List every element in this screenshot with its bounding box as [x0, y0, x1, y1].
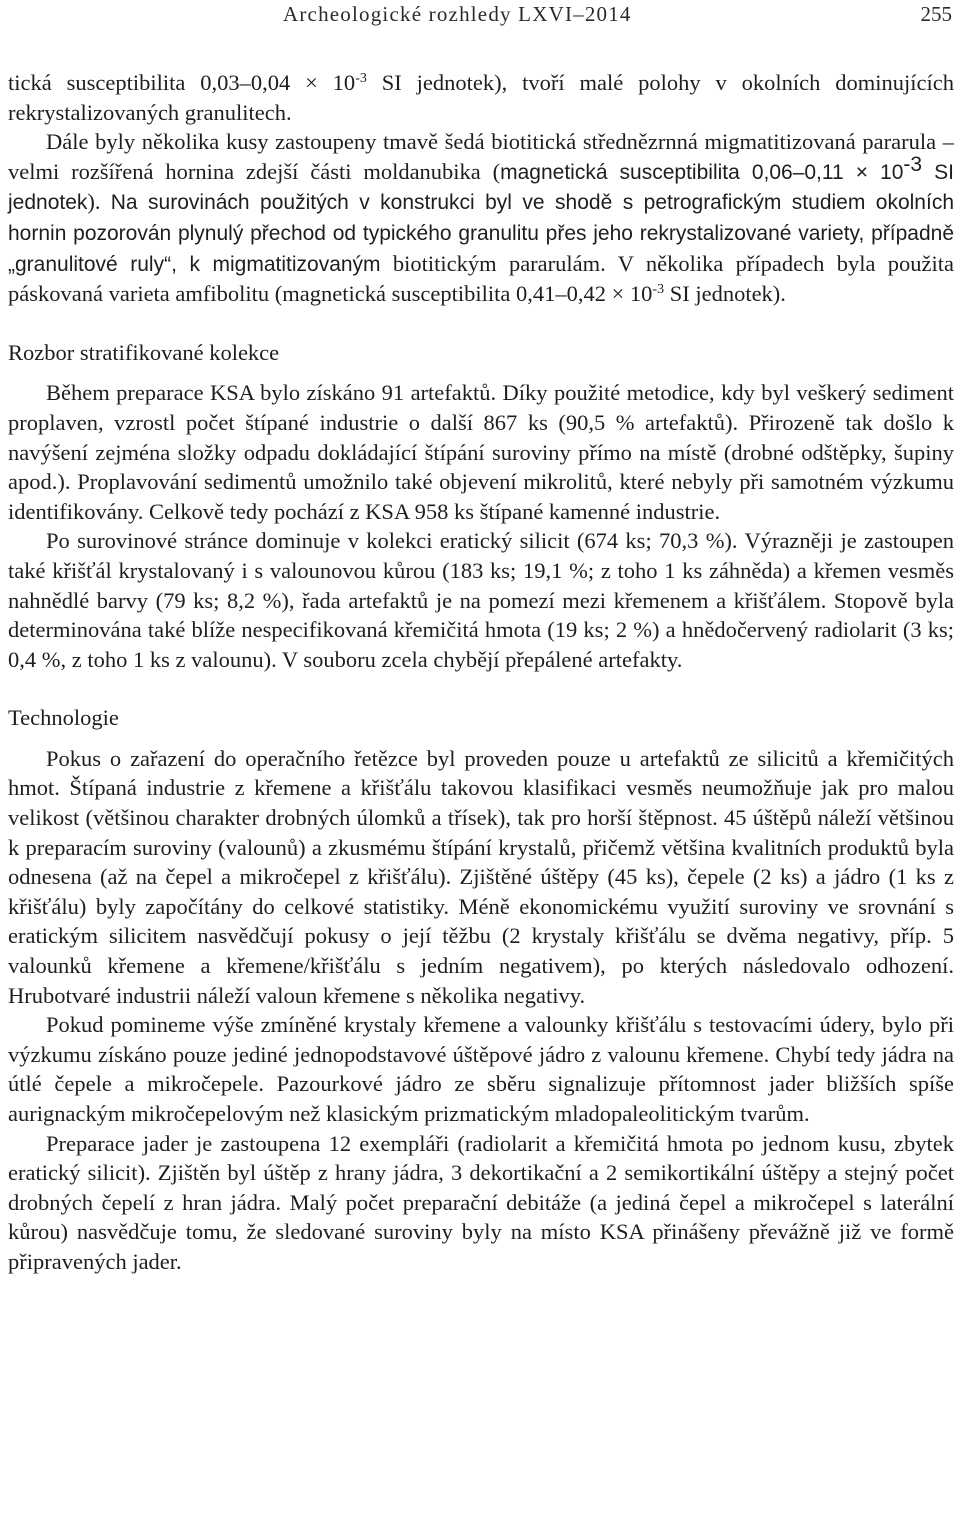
paragraph: Preparace jader je zastoupena 12 exempláři (radiolarit a křemičitá hmota po jednom kusu, zbytek eratický silicit). Zjištěn byl úštěp z hrany jádra, 3 dekortikační a 2 semikortikální úštěpy a stejný počet drobných čepelí z hran jádra. Malý počet preparační debitáže (a jediná čepel a mikročepel s laterální kůrou) nasvědčuje tomu, že sledované suroviny byly na místo KSA přinášeny převážně již ve formě připravených jader. — [8, 1130, 954, 1274]
text-run-sans: Na surovinách použitých v konstrukci byl ve shodě s petrografickým studiem okolních hornin pozorován plynulý přechod od typického granulitu přes jeho rekrystalizované variety, případně „granulitové ruly“, k migmatitizovaným — [8, 191, 954, 276]
exponent: -3 — [355, 71, 367, 86]
section-heading: Rozbor stratifikované kolekce — [8, 339, 280, 365]
text-run-sans: magnetická susceptibilita 0,06–0,11 × 10 — [500, 160, 904, 184]
text-run: biotitickým pararulám. V několika případech byla použita páskovaná varieta amfibolitu (magnetická susceptibilita 0,41–0,42 × 10 — [8, 250, 954, 307]
paragraph: Pokud pomineme výše zmíněné krystaly křemene a valounky křišťálu s testovacími údery, bylo při výzkumu získáno pouze jediné jednopodstavové úštěpové jádro z valounu křemene. Chybí tedy jádra na útlé čepele a mikročepele. Pazourkové jádro ze sběru signalizuje přítomnost jader bližších spíše aurignackým mikročepelovým než klasickým prizmatickým mladopaleolitickým tvarům. — [8, 1012, 954, 1126]
section-heading: Technologie — [8, 705, 119, 731]
text-run: ). — [87, 189, 111, 215]
page-number: 255 — [920, 2, 952, 26]
journal-title: Archeologické rozhledy LXVI–2014 — [283, 2, 632, 26]
paragraph: Pokus o zařazení do operačního řetězce byl proveden pouze u artefaktů ze silicitů a křemičitých hmot. Štípaná industrie z křemene a křišťálu takovou klasifikaci vesměs neumožňuje jak pro malou velikost (většinou charakter drobných úlomků a třísek), tak pro horší štěpnost. 45 úštěpů náleží většinou k preparacím suroviny (valounů) a zkusmému štípání krystalů, přičemž většina kvalitních produktů byla odnesena (až na čepel a mikročepel z křišťálu). Zjištěné úštěpy (45 ks), čepele (2 ks) a jádro (1 ks z křišťálu) byly započítány do celkové statistiky. Méně ekonomickému využití suroviny ve srovnání s eratickým silicitem nasvědčují pokusy o její těžbu (2 krystaly křišťálu se dvěma negativy, příp. 5 valounků křemene a křemene/křišťálu s jedním negativem), po kterých následovalo odhození. Hrubotvaré industrii náleží valoun křemene s několika negativy. — [8, 745, 954, 1008]
text-run-sans: SI jednotek — [8, 160, 954, 215]
exponent: -3 — [903, 152, 923, 176]
paragraph-rocks — [8, 127, 954, 309]
text-run: tická susceptibilita 0,03–0,04 × 10 — [8, 70, 356, 95]
article-body — [8, 68, 954, 1277]
paragraph: Po surovinové stránce dominuje v kolekci eratický silicit (674 ks; 70,3 %). Výrazněji je zastoupen také křišťál krystalovaný i s valounovou kůrou (183 ks; 19,1 %; z toho 1 ks záhněda) a křemen vesměs nahnědlé barvy (79 ks; 8,2 %), řada artefaktů je na pomezí mezi křemenem a křišťálem. Stopově byla determinována také blíže nespecifikovaná křemičitá hmota (19 ks; 2 %) a hnědočervený radiolarit (3 ks; 0,4 %, z toho 1 ks z valounu). V souboru zcela chybějí přepálené artefakty. — [8, 528, 954, 672]
running-header — [0, 2, 960, 30]
exponent: -3 — [652, 282, 665, 298]
text-run: SI jednotek), tvoří malé polohy v okolních dominujících rekrystalizovaných granulitech. — [8, 70, 954, 125]
paragraph-continued — [8, 68, 954, 127]
text-run: SI jednotek). — [664, 281, 786, 307]
text-run: Dále byly několika kusy zastoupeny tmavě šedá biotitická střednězrnná migmatitizovaná pararula – velmi rozšířená hornina zdejší části moldanubika ( — [8, 129, 954, 184]
paragraph: Během preparace KSA bylo získáno 91 artefaktů. Díky použité metodice, kdy byl veškerý sediment proplaven, vzrostl počet štípané industrie o další 867 ks (90,5 % artefaktů). Přirozeně tak došlo k navýšení zejména složky odpadu dokládající štípání suroviny přímo na místě (drobné odštěpky, šupiny apod.). Proplavování sedimentů umožnilo také objevení mikrolitů, které nebyly při samotném výzkumu identifikovány. Celkově tedy pochází z KSA 958 ks štípané kamenné industrie. — [8, 380, 954, 524]
